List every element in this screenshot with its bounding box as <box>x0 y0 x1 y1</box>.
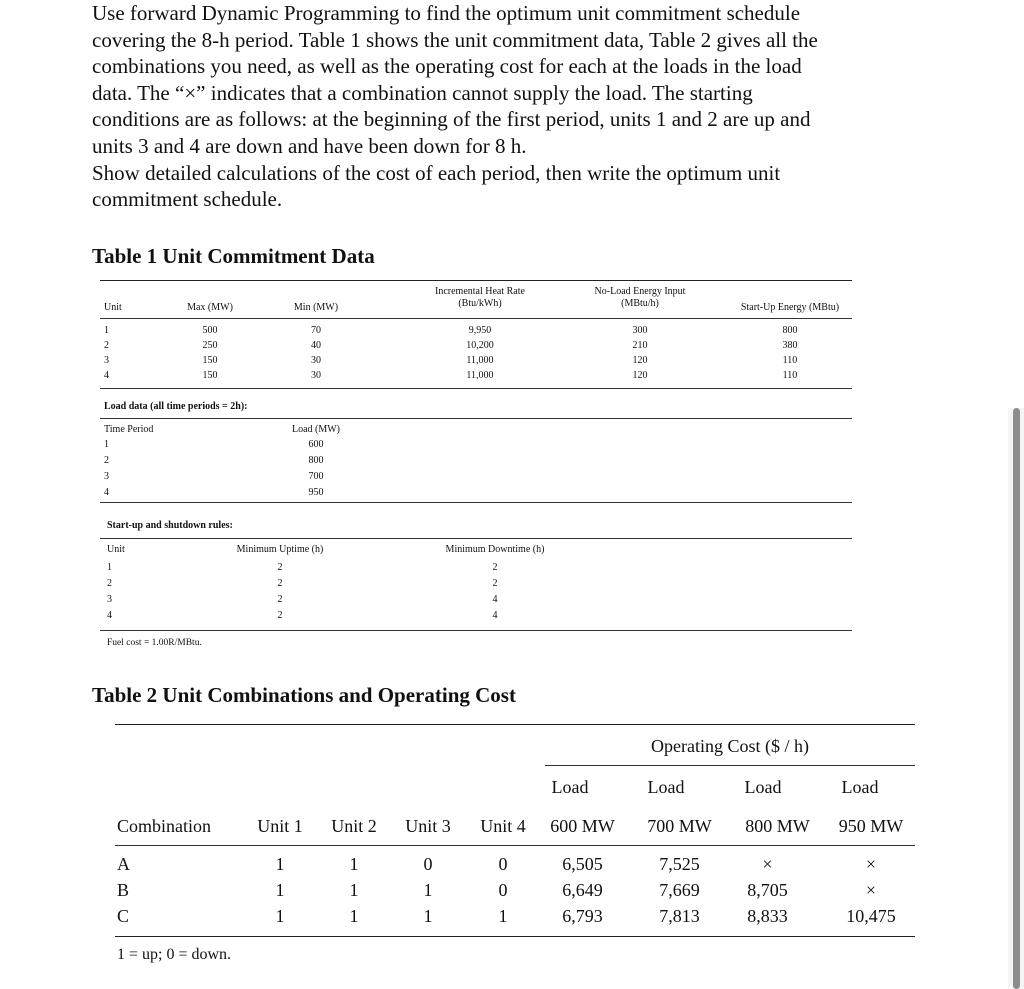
rules-uptime: 2 <box>277 562 283 573</box>
cost-700: 7,813 <box>659 906 700 926</box>
rule <box>100 418 852 419</box>
load-period: 2 <box>104 455 109 466</box>
rules-uptime: 2 <box>277 578 283 589</box>
rules-header-unit: Unit <box>107 544 125 555</box>
problem-line: commitment schedule. <box>92 187 283 212</box>
cell-ihr: 9,950 <box>468 325 492 336</box>
combo-label: A <box>117 854 130 874</box>
unit-state: 0 <box>498 854 508 874</box>
cost-950: 10,475 <box>846 906 896 926</box>
problem-statement <box>92 0 962 213</box>
cell-sue: 380 <box>782 340 798 351</box>
header-combination: Combination <box>117 816 211 836</box>
load-header-period: Time Period <box>104 424 154 435</box>
header-ihr-unit: (Btu/kWh) <box>458 298 502 309</box>
cell-nle: 120 <box>632 370 648 381</box>
combo-label: B <box>117 880 130 900</box>
problem-line: Use forward Dynamic Programming to find the optimum unit commitment schedule <box>92 1 801 25</box>
unit-state: 1 <box>275 906 285 926</box>
header-unit3: Unit 3 <box>405 816 451 836</box>
problem-line: conditions are as follows: at the beginning of the first period, units 1 and 2 are up and <box>92 107 811 132</box>
cost-800: × <box>762 854 773 874</box>
cost-600: 6,793 <box>562 906 603 926</box>
rule <box>100 388 852 389</box>
unit-state: 0 <box>423 854 433 874</box>
unit-state: 1 <box>423 880 433 900</box>
cell-sue: 110 <box>782 355 798 366</box>
cell-min: 70 <box>311 325 321 336</box>
header-800mw: 800 MW <box>745 816 810 836</box>
cost-800: 8,833 <box>747 906 788 926</box>
table1-title: Table 1 Unit Commitment Data <box>92 244 375 268</box>
unit-state: 1 <box>349 906 359 926</box>
rules-downtime: 2 <box>492 578 498 589</box>
rules-unit: 4 <box>107 610 112 621</box>
load-period: 4 <box>104 487 109 498</box>
rule <box>100 502 852 503</box>
load-value: 950 <box>308 487 324 498</box>
rule <box>545 765 915 766</box>
cell-unit: 3 <box>104 355 109 366</box>
problem-line: units 3 and 4 are down and have been down for 8 h. <box>92 133 527 158</box>
operating-cost-header: Operating Cost ($ / h) <box>651 736 809 756</box>
unit-state: 1 <box>498 906 508 926</box>
cost-800: 8,705 <box>747 880 788 900</box>
vertical-scrollbar[interactable] <box>1008 408 1024 989</box>
rules-uptime: 2 <box>277 610 283 621</box>
header-unit2: Unit 2 <box>331 816 377 836</box>
problem-line: combinations you need, as well as the operating cost for each at the loads in the load <box>92 54 802 79</box>
cell-min: 30 <box>311 355 321 366</box>
rules-downtime: 4 <box>492 610 498 621</box>
scrollbar-thumb[interactable] <box>1013 408 1020 989</box>
rule <box>115 845 915 846</box>
rule <box>100 538 852 539</box>
rules-unit: 2 <box>107 578 112 589</box>
rules-header-downtime: Minimum Downtime (h) <box>445 544 545 555</box>
unit-state: 1 <box>349 880 359 900</box>
combo-label: C <box>117 906 130 926</box>
problem-line: covering the 8-h period. Table 1 shows the unit commitment data, Table 2 gives all the <box>92 27 818 52</box>
rules-title: Start-up and shutdown rules: <box>107 520 233 531</box>
cost-950: × <box>865 854 877 874</box>
header-unit4: Unit 4 <box>480 816 526 836</box>
cost-700: 7,669 <box>659 880 700 900</box>
rule <box>100 318 852 319</box>
header-ihr: Incremental Heat Rate <box>435 286 525 297</box>
cell-nle: 300 <box>632 325 648 336</box>
cell-unit: 2 <box>104 340 109 351</box>
rule <box>100 630 852 631</box>
cost-600: 6,649 <box>562 880 603 900</box>
cost-950: × <box>865 880 877 900</box>
unit-state: 1 <box>275 880 285 900</box>
cell-ihr: 11,000 <box>466 355 494 366</box>
rule <box>100 280 852 281</box>
rules-unit: 1 <box>107 562 112 573</box>
unit-state: 1 <box>423 906 433 926</box>
load-value: 700 <box>308 471 324 482</box>
problem-line: data. The “×” indicates that a combination cannot supply the load. The starting <box>92 80 753 105</box>
cell-min: 40 <box>311 340 321 351</box>
cell-max: 150 <box>202 370 218 381</box>
cell-sue: 800 <box>782 325 798 336</box>
rules-uptime: 2 <box>277 594 283 605</box>
cell-ihr: 11,000 <box>466 370 494 381</box>
footnote: 1 = up; 0 = down. <box>117 946 232 963</box>
cost-700: 7,525 <box>659 854 700 874</box>
load-value: 800 <box>308 455 324 466</box>
load-period: 1 <box>104 439 109 450</box>
header-700mw: 700 MW <box>647 816 712 836</box>
load-period: 3 <box>104 471 109 482</box>
cell-sue: 110 <box>782 370 798 381</box>
header-nle-unit: (MBtu/h) <box>621 298 659 309</box>
cell-ihr: 10,200 <box>466 340 494 351</box>
header-nle: No-Load Energy Input <box>594 286 686 297</box>
header-unit1: Unit 1 <box>257 816 303 836</box>
cell-unit: 4 <box>104 370 109 381</box>
cost-600: 6,505 <box>562 854 603 874</box>
cell-max: 500 <box>202 325 218 336</box>
rule <box>115 936 915 937</box>
header-sue: Start-Up Energy (MBtu) <box>740 302 840 313</box>
cell-max: 150 <box>202 355 218 366</box>
cell-nle: 210 <box>632 340 648 351</box>
load-label: Load <box>744 777 782 797</box>
unit-state: 1 <box>349 854 359 874</box>
load-label: Load <box>647 777 685 797</box>
load-label: Load <box>841 777 879 797</box>
load-data-title: Load data (all time periods = 2h): <box>104 401 248 412</box>
unit-state: 0 <box>498 880 508 900</box>
header-600mw: 600 MW <box>550 816 615 836</box>
load-label: Load <box>551 777 589 797</box>
load-value: 600 <box>308 439 324 450</box>
rule <box>115 724 915 725</box>
unit-state: 1 <box>275 854 285 874</box>
table2-title: Table 2 Unit Combinations and Operating Cost <box>92 683 516 707</box>
problem-line: Show detailed calculations of the cost of each period, then write the optimum unit <box>92 160 781 185</box>
header-max: Max (MW) <box>187 302 233 313</box>
cell-min: 30 <box>311 370 321 381</box>
cell-max: 250 <box>202 340 218 351</box>
fuel-cost: Fuel cost = 1.00R/MBtu. <box>107 638 202 648</box>
header-950mw: 950 MW <box>838 816 904 836</box>
rules-header-uptime: Minimum Uptime (h) <box>236 544 324 555</box>
cell-unit: 1 <box>104 325 109 336</box>
header-min: Min (MW) <box>293 302 339 313</box>
rules-downtime: 4 <box>492 594 498 605</box>
rules-unit: 3 <box>107 594 112 605</box>
header-unit: Unit <box>104 302 122 313</box>
rules-downtime: 2 <box>492 562 498 573</box>
cell-nle: 120 <box>632 355 648 366</box>
load-header-load: Load (MW) <box>291 424 341 435</box>
